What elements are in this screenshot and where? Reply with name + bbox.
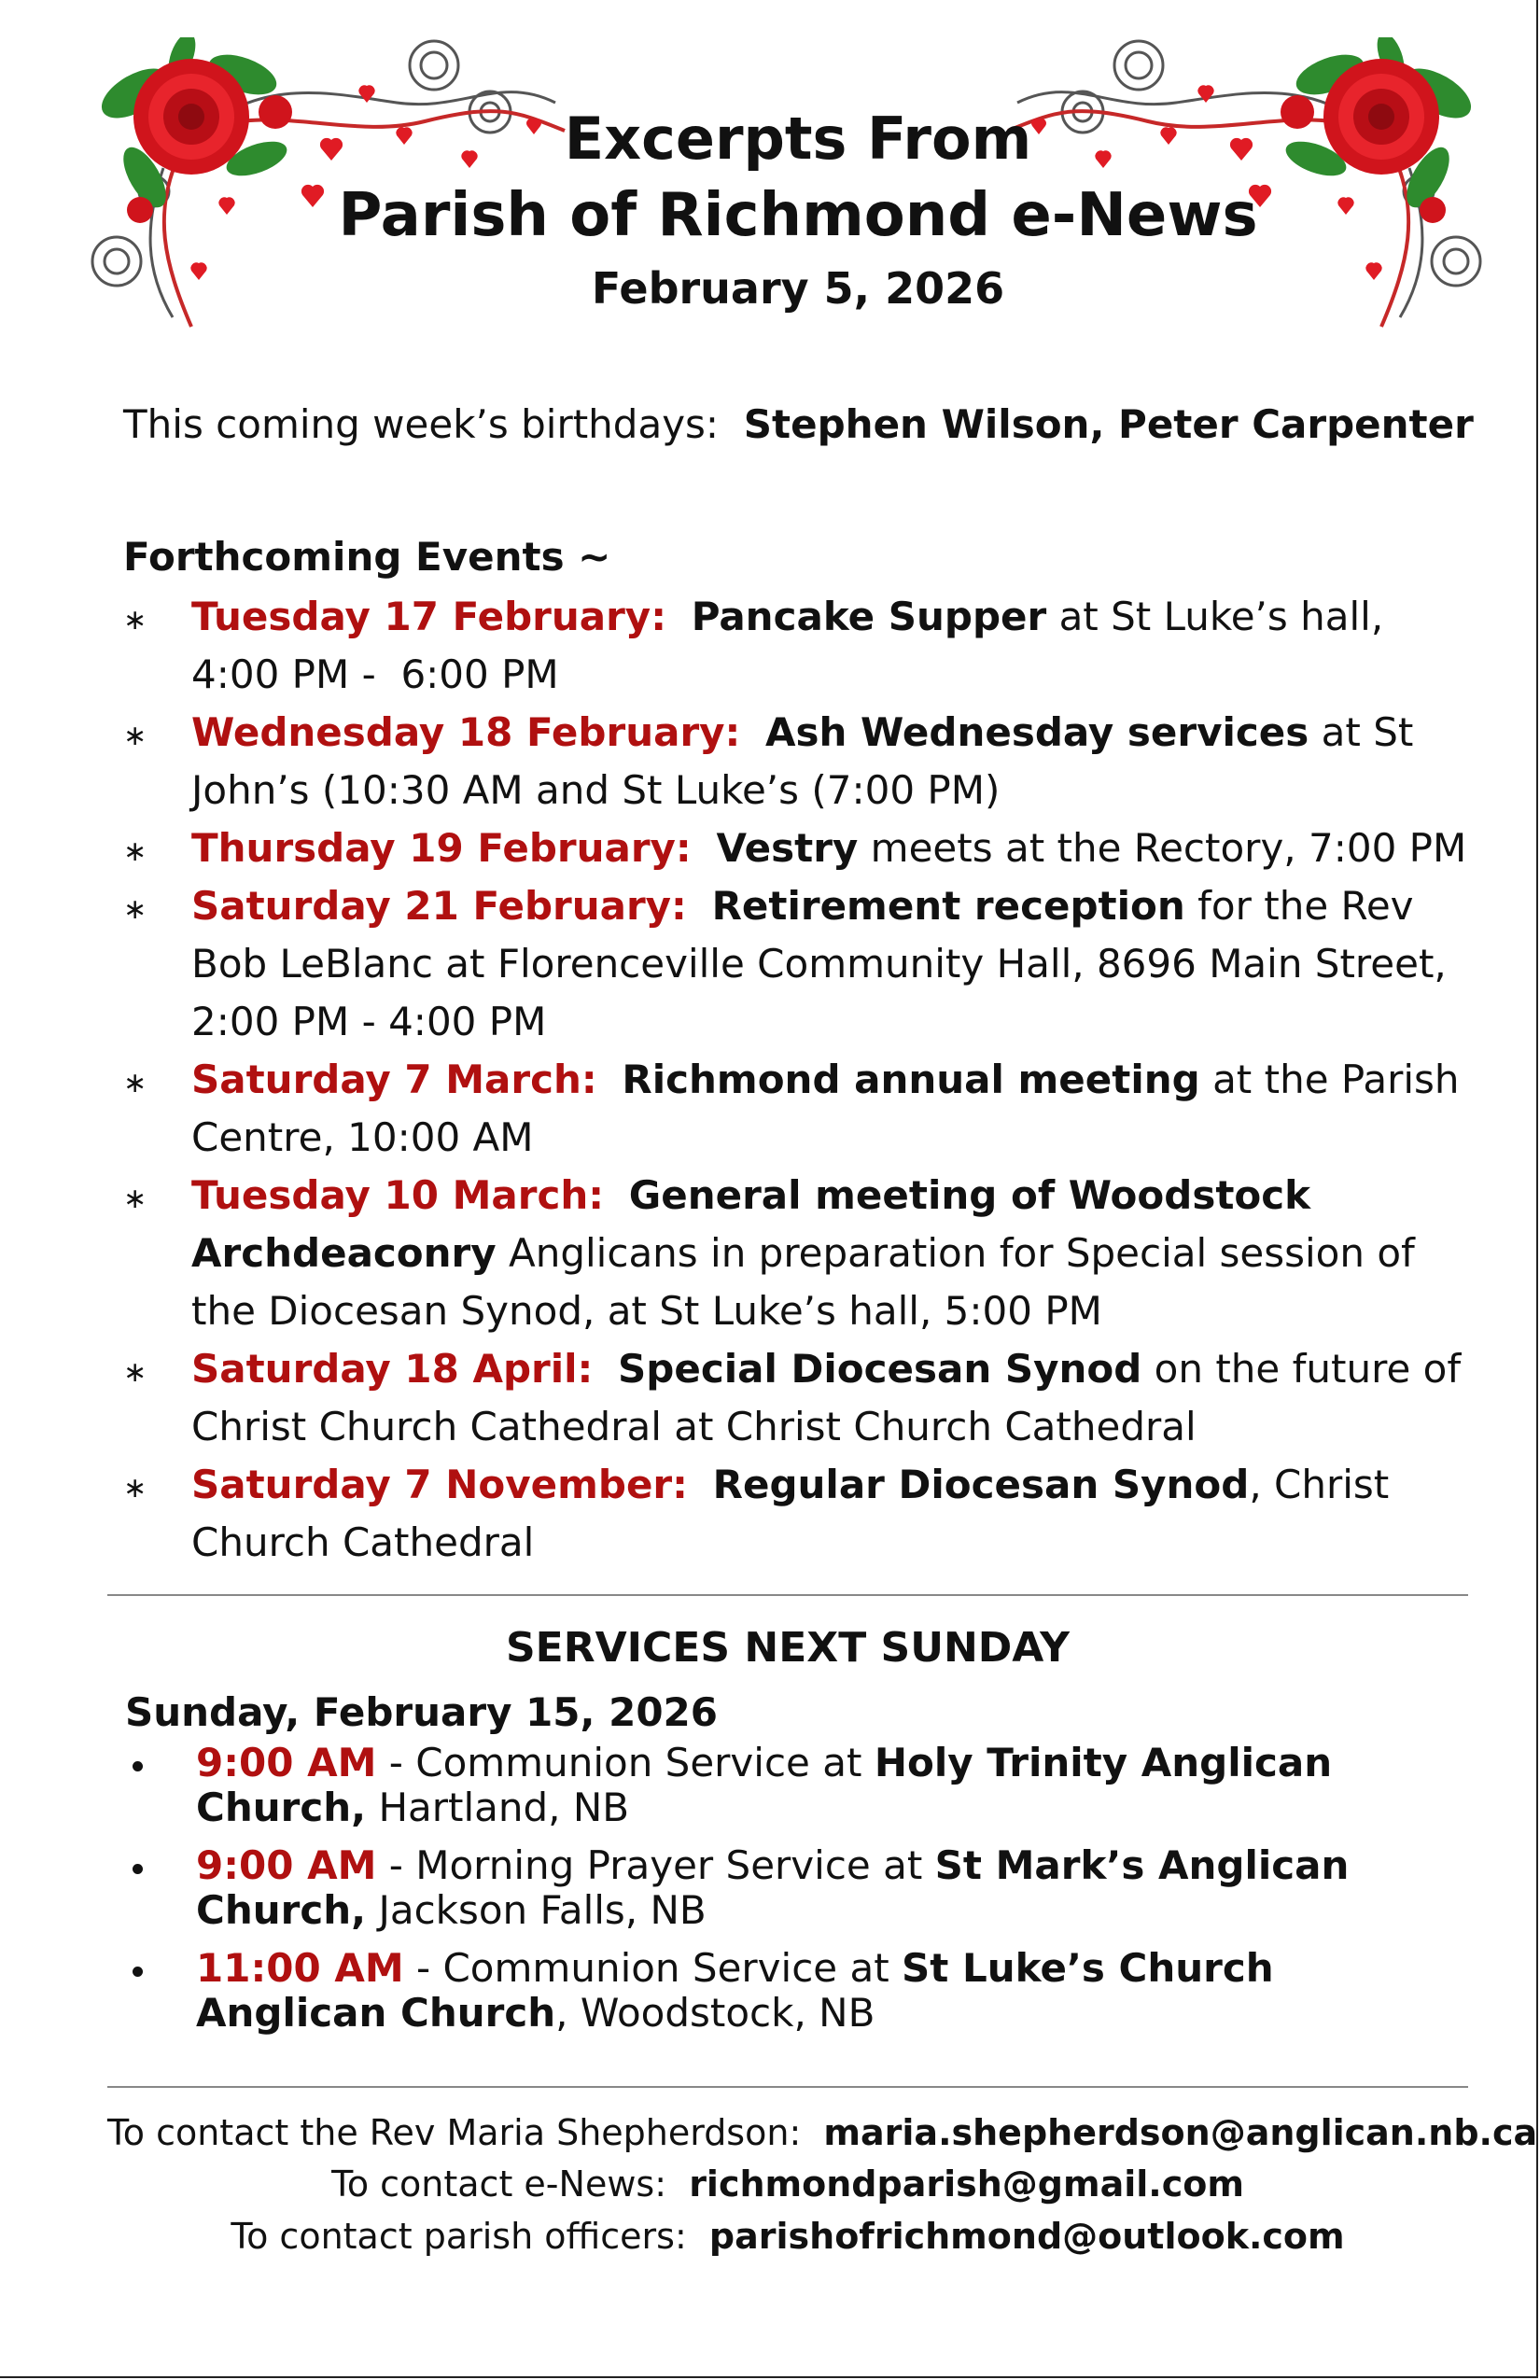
service-place: Jackson Falls, NB: [366, 1887, 707, 1933]
event-details: Anglicans in preparation for Special session of the Diocesan Synod, at St Luke’s hall, 5:00 PM: [191, 1230, 1415, 1334]
bullet-dot-icon: [133, 1967, 143, 1977]
service-church: St Luke’s Church Anglican Church: [196, 1945, 1274, 2036]
service-time: 11:00 AM: [196, 1945, 404, 1991]
event-title: General meeting of Woodstock Archdeaconry: [191, 1172, 1311, 1276]
event-details: at the Parish Centre, 10:00 AM: [191, 1057, 1460, 1160]
bullet-dot-icon: [133, 1761, 143, 1771]
service-desc: - Communion Service at: [376, 1740, 875, 1785]
contact-line: [107, 2216, 1468, 2257]
service-desc: - Morning Prayer Service at: [376, 1842, 935, 1888]
contact-line: [107, 2163, 1468, 2205]
asterisk-bullet-icon: ∗: [123, 893, 147, 926]
service-church: St Mark’s Anglican Church,: [196, 1842, 1350, 1933]
contact-email[interactable]: richmondparish@gmail.com: [689, 2163, 1244, 2205]
event-date: Thursday 19 February:: [191, 825, 692, 871]
asterisk-bullet-icon: ∗: [123, 1067, 147, 1099]
events-list: [123, 588, 1477, 1572]
event-title: Ash Wednesday services: [765, 709, 1309, 755]
event-title: Richmond annual meeting: [622, 1057, 1200, 1102]
service-item: [125, 1741, 1469, 1830]
event-date: Saturday 21 February:: [191, 883, 687, 929]
event-title: Pancake Supper: [691, 594, 1047, 639]
event-item: [123, 1456, 1477, 1572]
event-details: , Christ Church Cathedral: [191, 1462, 1390, 1565]
services-heading: SERVICES NEXT SUNDAY: [505, 1624, 1070, 1672]
contact-line: [107, 2112, 1538, 2153]
event-date: Saturday 7 November:: [191, 1462, 688, 1507]
service-item: [125, 1946, 1469, 2036]
asterisk-bullet-icon: ∗: [123, 1183, 147, 1215]
divider: [107, 1594, 1468, 1596]
contact-label: To contact e-News:: [331, 2163, 667, 2205]
asterisk-bullet-icon: ∗: [123, 604, 147, 637]
asterisk-bullet-icon: ∗: [123, 835, 147, 868]
header-line2: Parish of Richmond e-News: [338, 181, 1258, 250]
event-details: on the future of Christ Church Cathedral at Christ Church Cathedral: [191, 1346, 1462, 1449]
event-date: Tuesday 17 February:: [191, 594, 666, 639]
header-date: February 5, 2026: [591, 263, 1005, 314]
event-title: Vestry: [716, 825, 859, 871]
birthdays-names: Stephen Wilson, Peter Carpenter: [743, 401, 1474, 447]
event-item: [123, 704, 1477, 819]
event-item: [123, 819, 1477, 877]
event-title: Special Diocesan Synod: [618, 1346, 1142, 1392]
event-date: Saturday 7 March:: [191, 1057, 597, 1102]
birthdays-label: This coming week’s birthdays:: [123, 401, 720, 447]
service-item: [125, 1843, 1469, 1933]
divider: [107, 2086, 1468, 2088]
contact-email[interactable]: parishofrichmond@outlook.com: [708, 2216, 1345, 2257]
service-place: , Woodstock, NB: [555, 1990, 875, 2036]
event-details: at St John’s (10:30 AM and St Luke’s (7:00 PM): [191, 709, 1414, 813]
asterisk-bullet-icon: ∗: [123, 1356, 147, 1389]
event-title: Regular Diocesan Synod: [712, 1462, 1250, 1507]
event-date: Tuesday 10 March:: [191, 1172, 605, 1218]
event-details: for the Rev Bob LeBlanc at Florenceville Community Hall, 8696 Main Street, 2:00 PM - 4:00 PM: [191, 883, 1447, 1044]
service-church: Holy Trinity Anglican Church,: [196, 1740, 1333, 1830]
asterisk-bullet-icon: ∗: [123, 1472, 147, 1505]
event-title: Retirement reception: [711, 883, 1185, 929]
event-item: [123, 588, 1477, 704]
services-date: Sunday, February 15, 2026: [125, 1689, 718, 1735]
service-place: Hartland, NB: [366, 1785, 630, 1830]
bullet-dot-icon: [133, 1864, 143, 1874]
event-item: [123, 1167, 1477, 1340]
event-date: Saturday 18 April:: [191, 1346, 594, 1392]
event-date: Wednesday 18 February:: [191, 709, 741, 755]
birthdays-line: [123, 401, 1474, 447]
contact-label: To contact parish officers:: [231, 2216, 687, 2257]
event-item: [123, 1051, 1477, 1167]
asterisk-bullet-icon: ∗: [123, 720, 147, 752]
service-desc: - Communion Service at: [403, 1945, 903, 1991]
events-heading: Forthcoming Events ~: [123, 534, 611, 580]
contact-email[interactable]: maria.shepherdson@anglican.nb.ca: [823, 2112, 1538, 2153]
services-list: [125, 1741, 1469, 2049]
contact-label: To contact the Rev Maria Shepherdson:: [107, 2112, 802, 2153]
event-item: [123, 1340, 1477, 1456]
service-time: 9:00 AM: [196, 1740, 377, 1785]
header-line1: Excerpts From: [564, 105, 1032, 173]
event-details: meets at the Rectory, 7:00 PM: [858, 825, 1467, 871]
service-time: 9:00 AM: [196, 1842, 377, 1888]
event-details: at St Luke’s hall, 4:00 PM - 6:00 PM: [191, 594, 1384, 697]
event-item: [123, 877, 1477, 1051]
